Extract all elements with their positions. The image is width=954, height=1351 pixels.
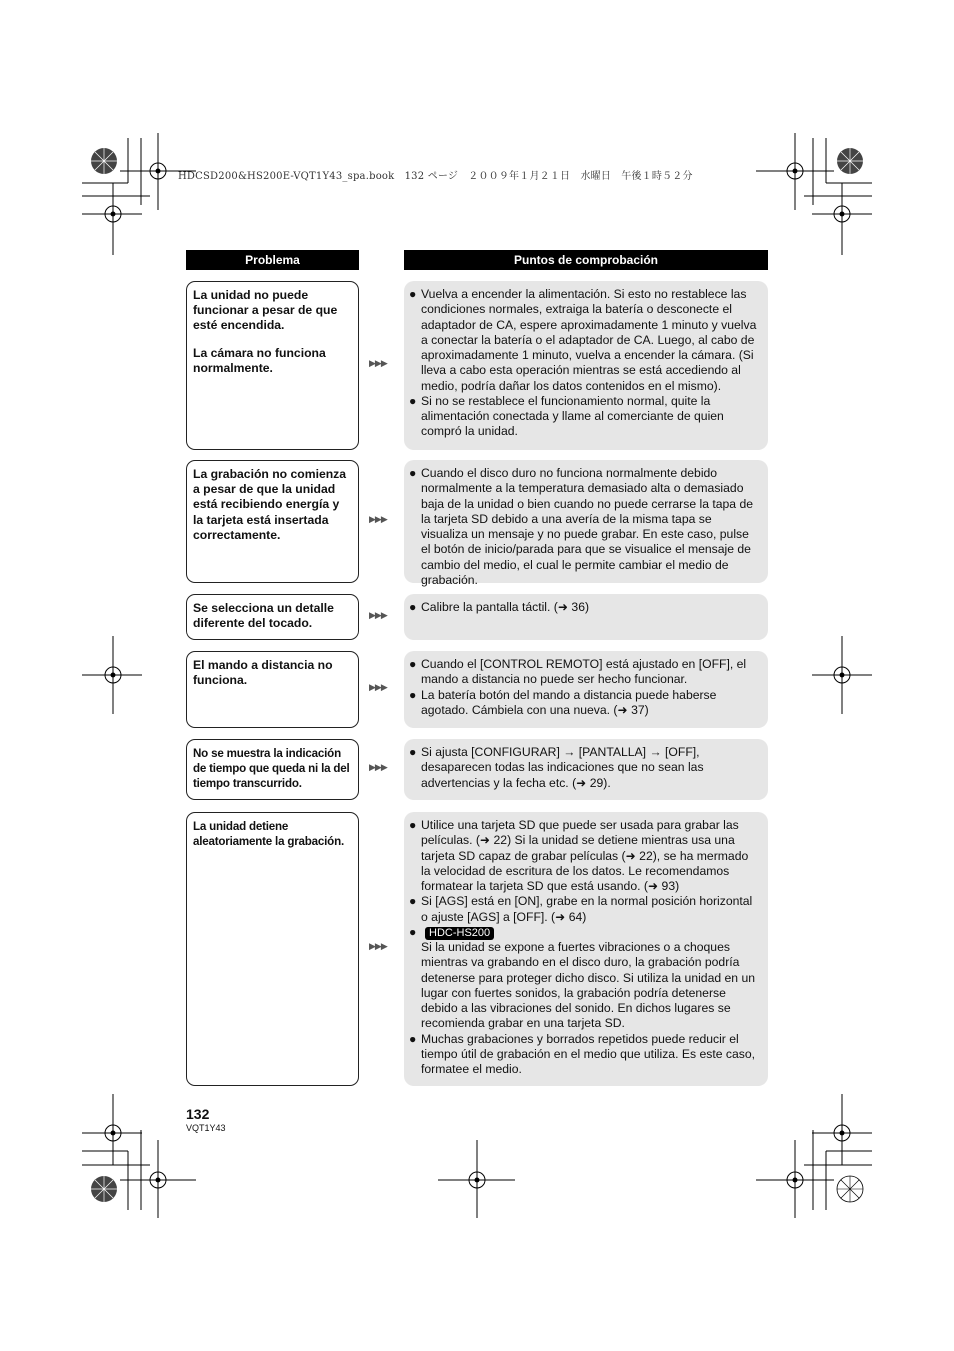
- bullet-icon: ●: [409, 894, 417, 909]
- problem-text: El mando a distancia no funciona.: [193, 658, 333, 688]
- list-item: [409, 925, 760, 1032]
- check-text: Vuelva a encender la alimentación. Si esto no restablece las condiciones normales, extraiga la batería o desconecte el adaptador de CA, espere aproximadamente 1 minuto y vuelva a conectar la batería o el adaptador de CA. Luego, al cabo de aproximadamente 1 minuto, vuelva a encender la cámara. (Si lleva a cabo esta operación mientras se está accediendo al medio, podría dañar los datos contenidos en el mismo).: [421, 287, 757, 393]
- check-text: Cuando el disco duro no funciona normalmente debido normalmente a la temperatura demasiado alta o demasiado baja de la unidad o bien cuando no puede cerrarse la tapa de la tarjeta SD debido a una avería de la misma tapa se visualiza un mensaje y no puede grabar. En este caso, pulse el botón de inicio/parada para que se visualice el mensaje de cambio del medio, el cual le permite cambiar el medio de grabación.: [421, 466, 754, 587]
- model-badge: HDC-HS200: [425, 927, 494, 940]
- header-check: Puntos de comprobación: [404, 250, 768, 270]
- print-header: HDCSD200&HS200E-VQT1Y43_spa.book 132 ページ ２００９年１月２１日 水曜日 午後１時５２分: [178, 171, 693, 182]
- arrow-icon: ▶▶▶: [369, 941, 387, 951]
- arrow-icon: ▶▶▶: [369, 514, 387, 524]
- problem-text: La unidad detiene aleatoriamente la grabación.: [193, 820, 344, 849]
- problem-box: [186, 460, 359, 583]
- list-item: [409, 688, 760, 719]
- check-text: Si [AGS] está en [ON], grabe en la normal posición horizontal o ajuste [AGS] a [OFF]. (➜ 64): [421, 894, 753, 924]
- doc-code: VQT1Y43: [186, 1123, 226, 1133]
- problem-box: [186, 739, 359, 800]
- problem-text: No se muestra la indicación de tiempo que queda ni la del tiempo transcurrido.: [193, 747, 350, 791]
- bullet-icon: ●: [409, 600, 417, 614]
- list-item: [409, 394, 760, 440]
- check-box: [404, 651, 768, 728]
- arrow-icon: ▶▶▶: [369, 610, 387, 620]
- list-item: [409, 745, 760, 791]
- problem-box: [186, 812, 359, 1086]
- check-box: [404, 281, 768, 450]
- list-item: [409, 657, 760, 688]
- header-problem: Problema: [186, 250, 359, 270]
- check-text: Muchas grabaciones y borrados repetidos puede reducir el tiempo útil de grabación en el medio que utiliza. Es este caso, formatee el medio.: [421, 1031, 755, 1076]
- check-box: [404, 460, 768, 587]
- list-item: [409, 466, 760, 588]
- check-text: Si no se restablece el funcionamiento normal, quite la alimentación conectada y llame al comerciante de quien compró la unidad.: [421, 393, 724, 439]
- list-item: [409, 600, 760, 615]
- problem-text: La cámara no funciona normalmente.: [193, 345, 326, 375]
- check-text: Utilice una tarjeta SD que puede ser usada para grabar las películas. (➜ 22) Si la unidad se detiene mientras usa una tarjeta SD capaz de grabar películas (➜ 22), se ha mermado la velocidad de escritura de los datos. Le recomendamos formatear la tarjeta SD que está usando. (➜ 93): [421, 818, 749, 893]
- bullet-icon: ●: [409, 924, 417, 939]
- check-text: Si la unidad se expone a fuertes vibraciones o a choques mientras va grabando en el disco duro, la grabación podría detenerse para proteger dicho disco. Si utiliza la unidad en un lugar con fuertes sonidos, la grabación podría detenerse debido a las vibraciones del sonido. En dichos lugares se recomienda grabar en una tarjeta SD.: [421, 940, 756, 1031]
- arrow-icon: ▶▶▶: [369, 682, 387, 692]
- bullet-icon: ●: [409, 818, 417, 832]
- check-text: Cuando el [CONTROL REMOTO] está ajustado en [OFF], el mando a distancia no puede ser hecho funcionar.: [421, 657, 747, 687]
- check-text: Si ajusta [CONFIGURAR] → [PANTALLA] → [OFF], desaparecen todas las indicaciones que no sean las advertencias y la fecha etc. (➜ 29).: [421, 745, 704, 790]
- bullet-icon: ●: [409, 657, 417, 671]
- arrow-icon: ▶▶▶: [369, 358, 387, 368]
- bullet-icon: ●: [409, 393, 417, 408]
- problem-text: Se selecciona un detalle diferente del tocado.: [193, 601, 334, 631]
- page-number: 132: [186, 1106, 210, 1122]
- list-item: [409, 1032, 760, 1078]
- list-item: [409, 287, 760, 394]
- arrow-icon: ▶▶▶: [369, 762, 387, 772]
- check-text: Calibre la pantalla táctil. (➜ 36): [421, 600, 590, 614]
- bullet-icon: ●: [409, 687, 417, 702]
- list-item: [409, 894, 760, 925]
- check-box: [404, 739, 768, 800]
- list-item: [409, 818, 760, 894]
- problem-text: La unidad no puede funcionar a pesar de que esté encendida.: [193, 288, 338, 333]
- problem-text: La grabación no comienza a pesar de que la unidad está recibiendo energía y la tarjeta está insertada correctamente.: [193, 467, 347, 542]
- check-box: [404, 594, 768, 640]
- check-box: [404, 812, 768, 1086]
- bullet-icon: ●: [409, 466, 417, 480]
- bullet-icon: ●: [409, 287, 417, 301]
- check-text: La batería botón del mando a distancia puede haberse agotado. Cámbiela con una nueva. (➜ 37): [421, 687, 717, 717]
- problem-box: [186, 651, 359, 728]
- bullet-icon: ●: [409, 745, 417, 759]
- problem-box: [186, 281, 359, 450]
- bullet-icon: ●: [409, 1031, 417, 1046]
- problem-box: [186, 594, 359, 640]
